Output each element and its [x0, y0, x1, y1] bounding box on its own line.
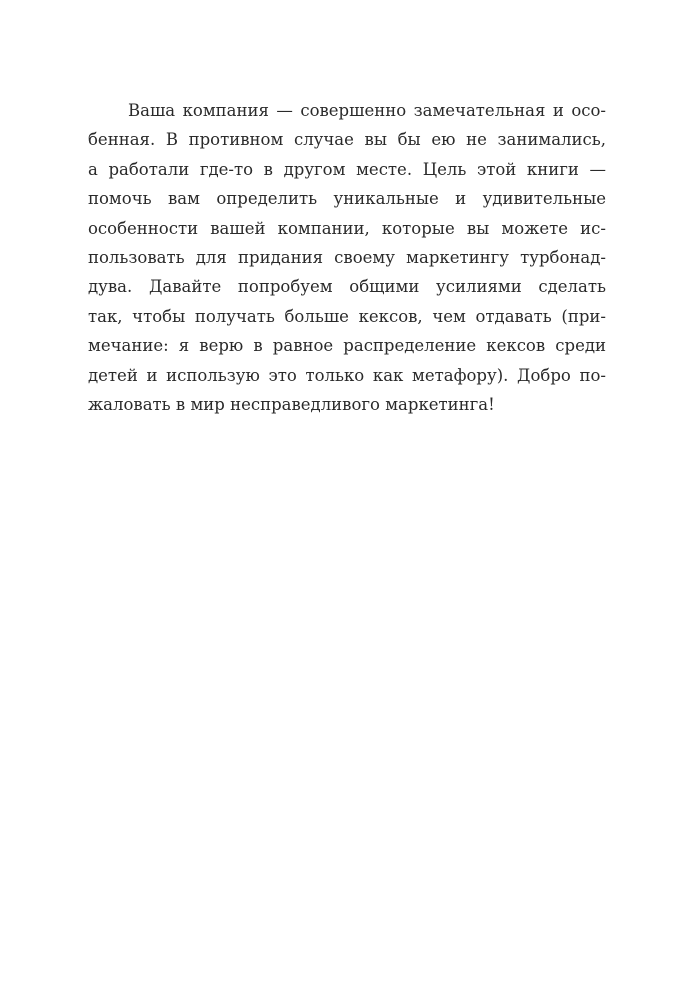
- paragraph-line: а работали где-то в другом месте. Цель этой книги —: [88, 159, 606, 179]
- paragraph-line: так, чтобы получать больше кексов, чем отдавать (при-: [88, 306, 606, 326]
- paragraph-line: мечание: я верю в равное распределение кексов среди: [88, 336, 606, 356]
- paragraph-line: особенности вашей компании, которые вы можете ис-: [88, 218, 606, 238]
- body-paragraph: [88, 96, 606, 419]
- paragraph-line: пользовать для придания своему маркетингу турбонад-: [88, 247, 606, 267]
- paragraph-line: жаловать в мир несправедливого маркетинга!: [88, 394, 495, 414]
- paragraph-line: бенная. В противном случае вы бы ею не занимались,: [88, 130, 606, 150]
- paragraph-line: помочь вам определить уникальные и удивительные: [88, 189, 606, 209]
- paragraph-line: дува. Давайте попробуем общими усилиями сделать: [88, 277, 606, 297]
- paragraph-line: Ваша компания — совершенно замечательная и осо-: [128, 101, 606, 120]
- paragraph-line: детей и использую это только как метафору). Добро по-: [88, 365, 606, 385]
